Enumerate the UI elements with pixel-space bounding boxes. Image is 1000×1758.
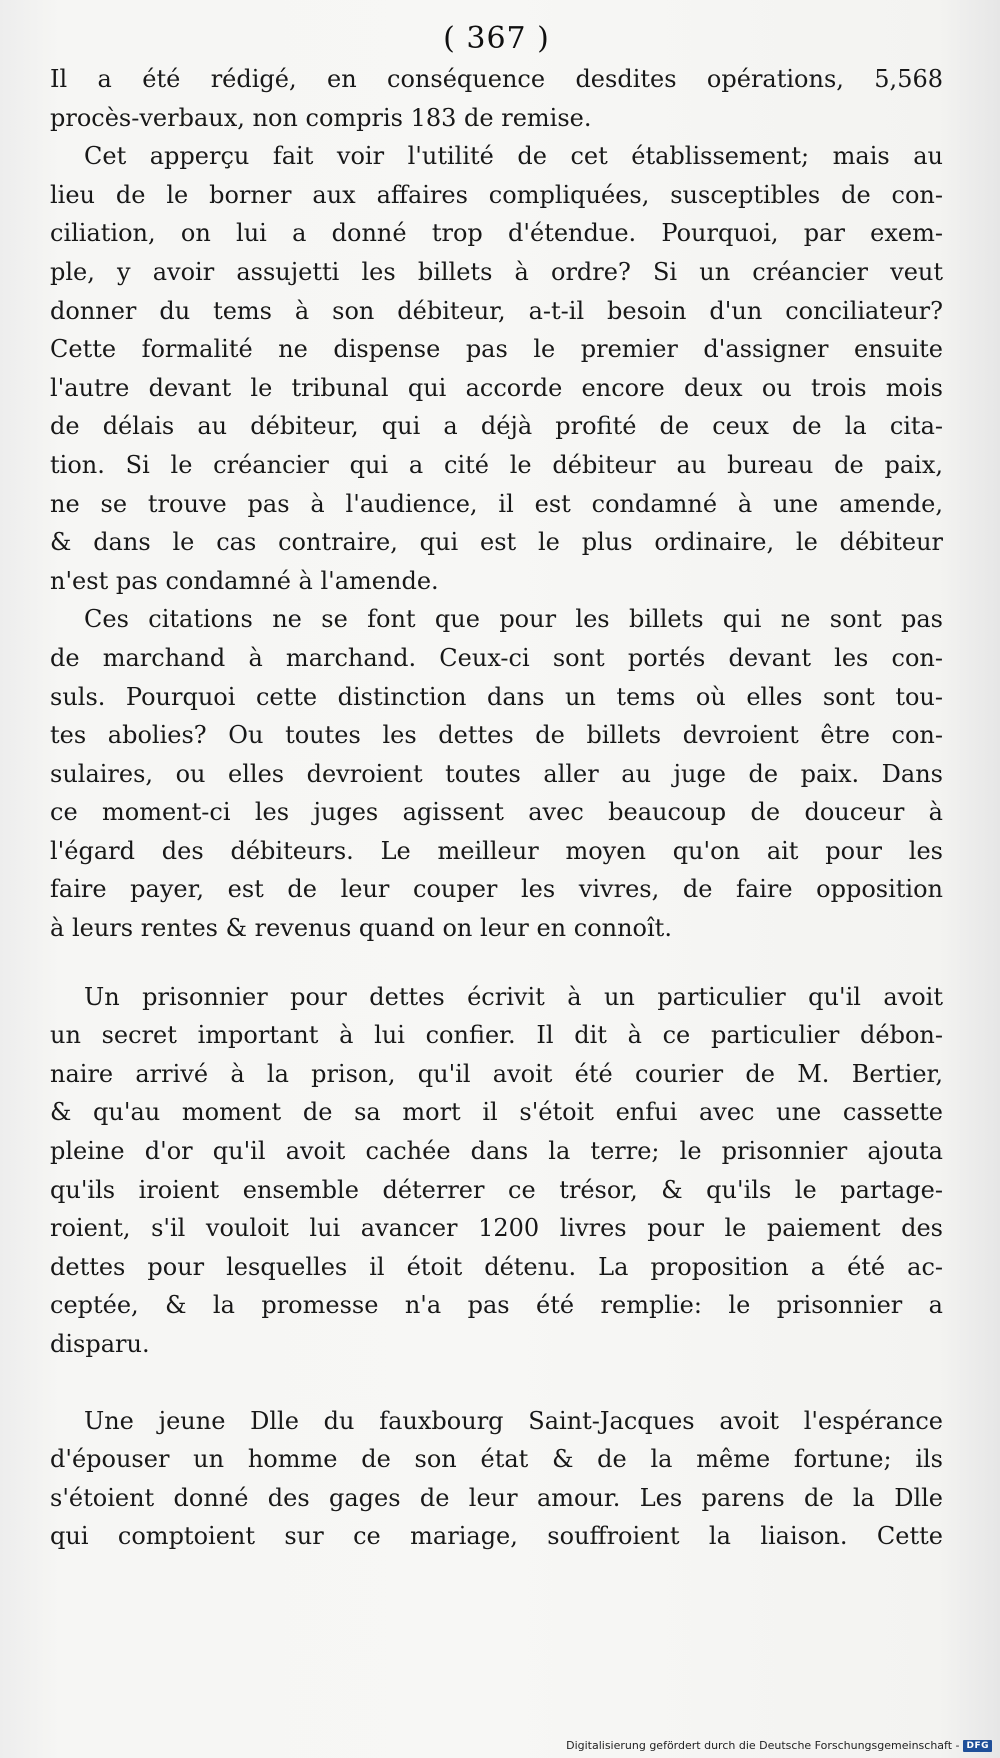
text-line: suls. Pourquoi cette distinction dans un tems où elles sont tou-: [50, 682, 943, 711]
text-line: Un prisonnier pour dettes écrivit à un particulier qu'il avoit: [84, 982, 943, 1011]
text-line: Une jeune Dlle du fauxbourg Saint-Jacques avoit l'espérance: [84, 1406, 943, 1435]
text-line: disparu.: [50, 1330, 150, 1358]
text-line: Cet apperçu fait voir l'utilité de cet établissement; mais au: [84, 142, 943, 171]
text-line: d'épouser un homme de son état & de la même fortune; ils: [50, 1445, 943, 1474]
paragraph-3: [50, 600, 943, 947]
text-line: qui comptoient sur ce mariage, souffroient la liaison. Cette: [50, 1522, 943, 1551]
text-line: s'étoient donné des gages de leur amour. Les parens de la Dlle: [50, 1483, 943, 1512]
text-line: procès-verbaux, non compris 183 de remise.: [50, 103, 592, 132]
text-line: & qu'au moment de sa mort il s'étoit enfui avec une cassette: [50, 1098, 943, 1127]
dfg-logo: DFG: [963, 1740, 992, 1752]
text-line: roient, s'il vouloit lui avancer 1200 livres pour le paiement des: [50, 1214, 943, 1243]
text-line: Il a été rédigé, en conséquence desdites opérations, 5,568: [50, 65, 943, 93]
digitization-footer: [566, 1739, 992, 1752]
text-line: lieu de le borner aux affaires compliquées, susceptibles de con-: [50, 180, 943, 209]
section-gap: [50, 948, 943, 978]
text-line: tes abolies? Ou toutes les dettes de billets devroient être con-: [50, 721, 943, 750]
text-line: de délais au débiteur, qui a déjà profité de ceux de la cita-: [50, 412, 943, 441]
paragraph-4: [50, 978, 943, 1364]
text-line: un secret important à lui confier. Il dit à ce particulier débon-: [50, 1021, 943, 1050]
text-line: donner du tems à son débiteur, a-t-il besoin d'un conciliateur?: [50, 296, 943, 325]
text-line: ciliation, on lui a donné trop d'étendue. Pourquoi, par exem-: [50, 219, 943, 248]
footer-text: Digitalisierung gefördert durch die Deutsche Forschungsgemeinschaft -: [566, 1739, 960, 1752]
text-line: sulaires, ou elles devroient toutes aller au juge de paix. Dans: [50, 759, 943, 788]
text-line: Cette formalité ne dispense pas le premier d'assigner ensuite: [50, 335, 943, 364]
text-line: qu'ils iroient ensemble déterrer ce trésor, & qu'ils le partage-: [50, 1175, 943, 1204]
text-line: ne se trouve pas à l'audience, il est condamné à une amende,: [50, 489, 943, 518]
text-line: l'égard des débiteurs. Le meilleur moyen qu'on ait pour les: [50, 836, 943, 865]
text-line: tion. Si le créancier qui a cité le débiteur au bureau de paix,: [50, 450, 943, 479]
text-line: ce moment-ci les juges agissent avec beaucoup de douceur à: [50, 798, 943, 827]
text-line: ple, y avoir assujetti les billets à ordre? Si un créancier veut: [50, 257, 943, 286]
text-line: Ces citations ne se font que pour les billets qui ne sont pas: [84, 605, 943, 634]
paragraph-1: [50, 60, 943, 137]
text-line: dettes pour lesquelles il étoit détenu. La proposition a été ac-: [50, 1252, 943, 1281]
text-line: & dans le cas contraire, qui est le plus ordinaire, le débiteur: [50, 528, 943, 557]
page-number: ( 367 ): [443, 21, 550, 56]
text-line: l'autre devant le tribunal qui accorde encore deux ou trois mois: [50, 373, 943, 402]
text-line: naire arrivé à la prison, qu'il avoit été courier de M. Bertier,: [50, 1059, 943, 1088]
paragraph-5: [50, 1402, 943, 1556]
section-gap: [50, 1364, 943, 1402]
text-line: à leurs rentes & revenus quand on leur en connoît.: [50, 914, 672, 943]
text-line: faire payer, est de leur couper les vivres, de faire opposition: [50, 875, 943, 904]
paragraph-2: [50, 137, 943, 600]
text-line: pleine d'or qu'il avoit cachée dans la terre; le prisonnier ajouta: [50, 1137, 943, 1166]
text-line: ceptée, & la promesse n'a pas été remplie: le prisonnier a: [50, 1291, 943, 1320]
text-line: de marchand à marchand. Ceux-ci sont portés devant les con-: [50, 643, 943, 672]
page-text: [50, 22, 943, 1556]
text-line: n'est pas condamné à l'amende.: [50, 566, 439, 595]
